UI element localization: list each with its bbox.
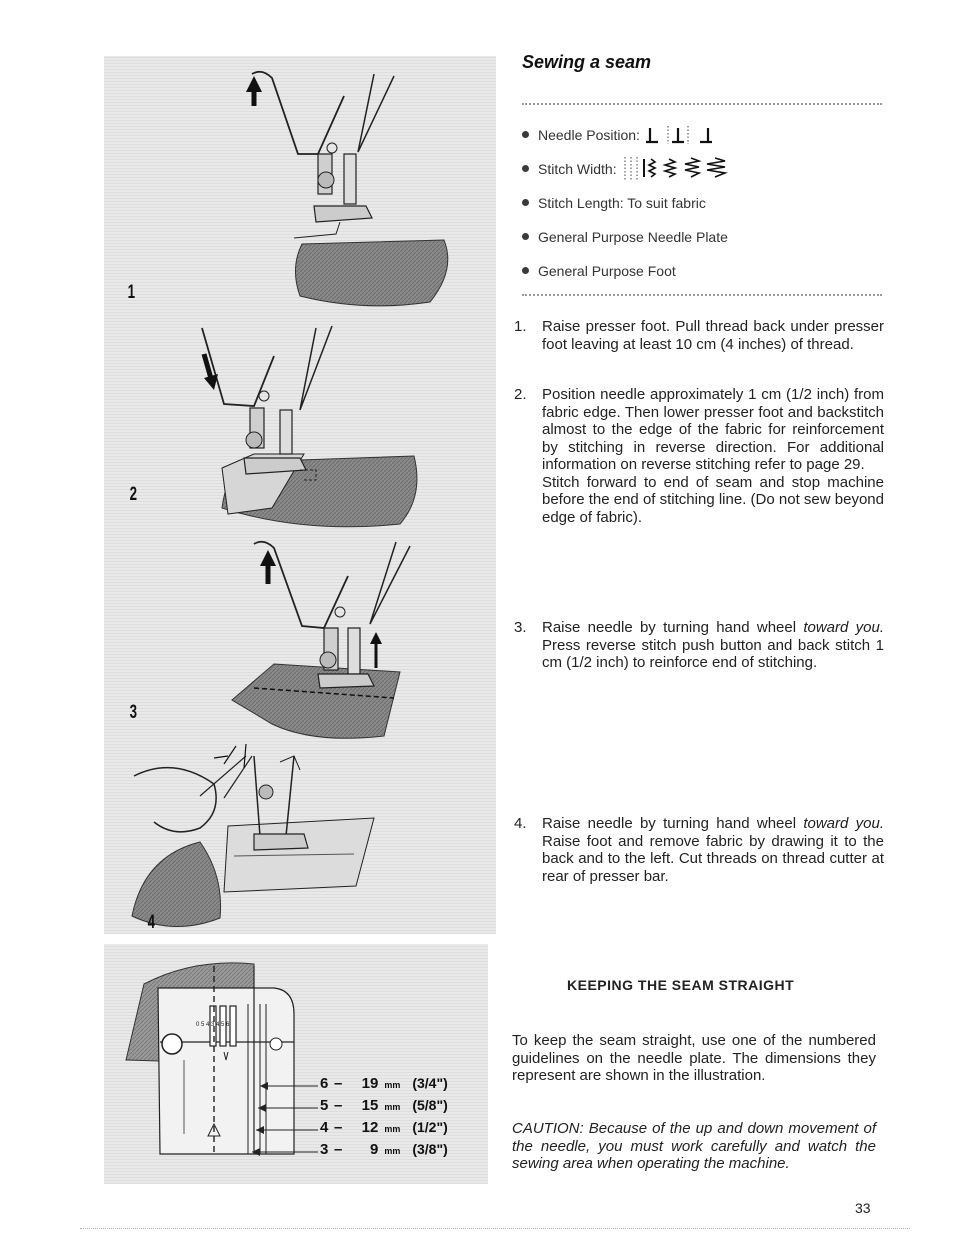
step-text: Raise needle by turning hand wheel toward you. Press reverse stitch push button and back stitch 1 cm (1/2 inch) to reinforce end of stitching. (542, 619, 884, 671)
step-1 (514, 318, 884, 353)
step-number: 3. (514, 619, 527, 636)
caution-paragraph: CAUTION: Because of the up and down movement of the needle, you must work carefully and watch the sewing area when operating the machine. (512, 1120, 876, 1172)
guideline-row-6: 6 – 19 mm (3/4") (320, 1075, 448, 1092)
step-3 (514, 619, 884, 672)
emphasis-text: toward you. (803, 619, 884, 636)
section-paragraph: To keep the seam straight, use one of the numbered guidelines on the needle plate. The dimensions they represent are shown in the illustration. (512, 1032, 876, 1084)
step-3-drawing (232, 542, 410, 739)
needle-plate-guideline-illustration (104, 944, 488, 1184)
bullet-icon (522, 199, 529, 206)
divider-footer (80, 1228, 910, 1229)
step-1-drawing (246, 72, 448, 306)
plate-markings: 0 5 4 3 4 5 6 (196, 1022, 230, 1028)
divider-top (522, 103, 882, 105)
spec-label: General Purpose Needle Plate (538, 229, 728, 245)
step-number: 1. (514, 318, 527, 335)
step-2-drawing (202, 326, 417, 527)
bullet-icon (522, 165, 529, 172)
spec-label: General Purpose Foot (538, 263, 676, 279)
bullet-icon (522, 233, 529, 240)
illustration-label-2: 2 (129, 484, 137, 505)
step-2 (514, 386, 884, 526)
spec-stitch-width (520, 152, 890, 186)
illustration-label-4: 4 (147, 912, 155, 933)
page-title: Sewing a seam (522, 52, 652, 72)
divider-bottom (522, 294, 882, 296)
illustration-label-3: 3 (129, 702, 137, 723)
spec-foot (520, 254, 890, 288)
page-number: 33 (855, 1200, 871, 1216)
step-4 (514, 815, 884, 885)
illustration-label-1: 1 (127, 282, 135, 303)
spec-label: Stitch Width: (538, 161, 617, 177)
step-text-continued: Stitch forward to end of seam and stop machine before the end of stitching line. (Do not sew beyond edge of fabric). (542, 473, 884, 526)
sewing-machine-drawings (104, 56, 496, 934)
guideline-row-5: 5 – 15 mm (5/8") (320, 1097, 448, 1114)
sewing-steps-illustration (104, 56, 496, 934)
settings-list (520, 118, 890, 288)
spec-label: Needle Position: (538, 127, 640, 143)
bullet-icon (522, 267, 529, 274)
step-4-drawing (132, 744, 374, 927)
stitch-width-icons (621, 155, 751, 183)
step-text: Position needle approximately 1 cm (1/2 inch) from fabric edge. Then lower presser foot and backstitch almost to the edge of the fabric for reinforcement by stitching in reverse direction. For additional information on reverse stitching refer to page 29. (542, 386, 884, 473)
spec-label: Stitch Length: To suit fabric (538, 195, 706, 211)
step-number: 4. (514, 815, 527, 832)
emphasis-text: toward you. (803, 815, 884, 832)
needle-position-icons (644, 124, 734, 146)
section-heading: KEEPING THE SEAM STRAIGHT (567, 977, 795, 993)
spec-needle-plate (520, 220, 890, 254)
step-number: 2. (514, 386, 527, 403)
guideline-row-4: 4 – 12 mm (1/2") (320, 1119, 448, 1136)
step-text: Raise needle by turning hand wheel toward you. Raise foot and remove fabric by drawing it to the back and to the left. Cut threads on thread cutter at rear of presser bar. (542, 815, 884, 885)
spec-needle-position (520, 118, 890, 152)
spec-stitch-length (520, 186, 890, 220)
bullet-icon (522, 131, 529, 138)
step-text: Raise presser foot. Pull thread back under presser foot leaving at least 10 cm (4 inches) of thread. (542, 318, 884, 353)
guideline-row-3: 3 – 9 mm (3/8") (320, 1141, 448, 1158)
